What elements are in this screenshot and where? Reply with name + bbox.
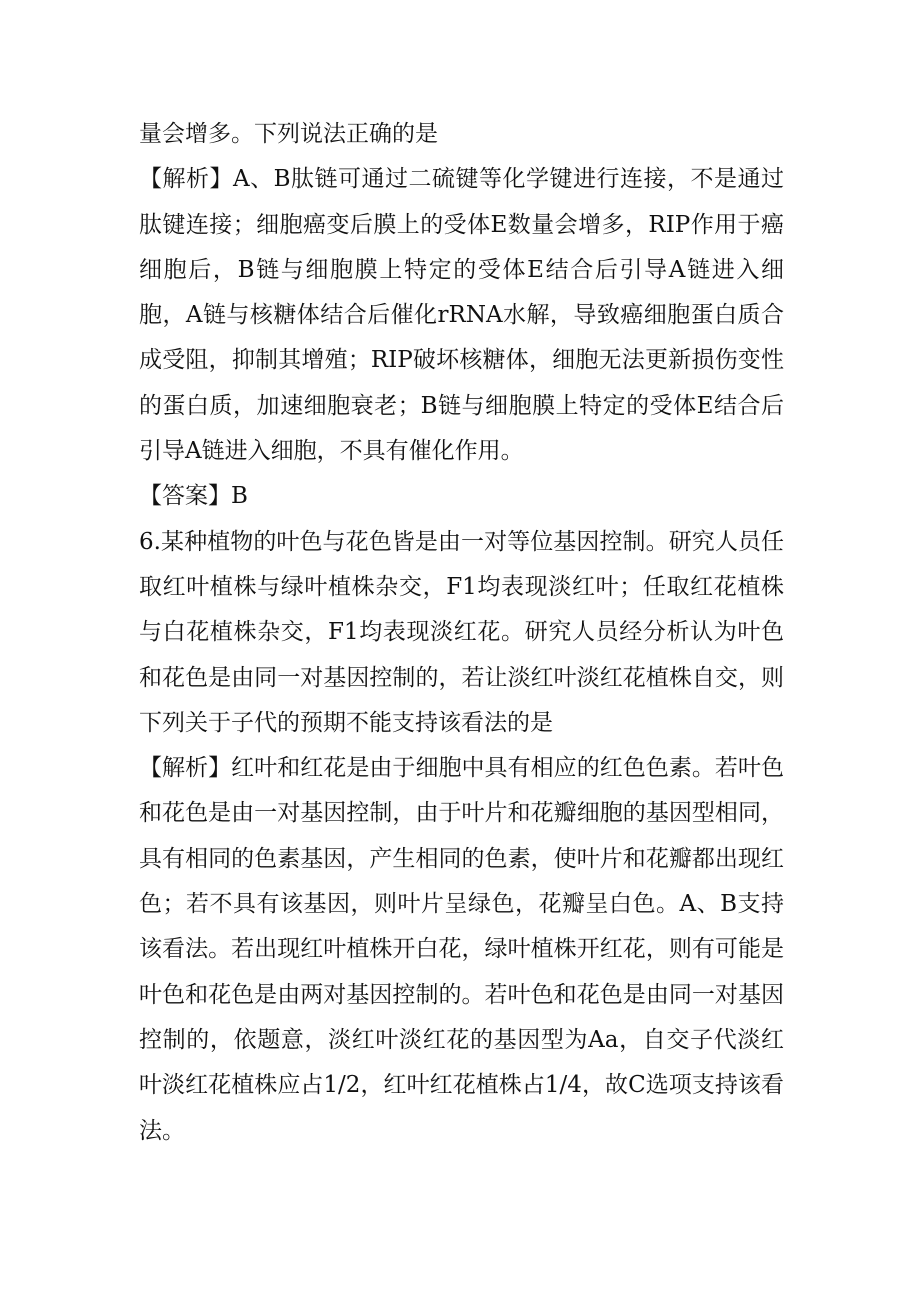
paragraph-analysis-6: 【解析】红叶和红花是由于细胞中具有相应的红色色素。若叶色和花色是由一对基因控制，由于叶片和花瓣细胞的基因型相同，具有相同的色素基因，产生相同的色素，使叶片和花瓣都出现红色；若不具有该基因，则叶片呈绿色，花瓣呈白色。A、B支持该看法。若出现红叶植株开白花，绿叶植株开红花，则有可能是叶色和花色是由两对基因控制的。若叶色和花色是由同一对基因控制的，依题意，淡红叶淡红花的基因型为Aa，自交子代淡红叶淡红花植株应占1/2，红叶红花植株占1/4，故C选项支持该看法。 — [139, 755, 784, 1144]
paragraph-question-5-end: 量会增多。下列说法正确的是 — [139, 121, 438, 147]
paragraph-analysis-5: 【解析】A、B肽链可通过二硫键等化学键进行连接，不是通过肽键连接；细胞癌变后膜上的受体E数量会增多，RIP作用于癌细胞后，B链与细胞膜上特定的受体E结合后引导A链进入细胞，A链与核糖体结合后催化rRNA水解，导致癌细胞蛋白质合成受阻，抑制其增殖；RIP破坏核糖体，细胞无法更新损伤变性的蛋白质，加速细胞衰老；B链与细胞膜上特定的受体E结合后引导A链进入细胞，不具有催化作用。 — [139, 166, 784, 465]
paragraph-answer-5: 【答案】B — [139, 483, 248, 510]
document-body — [139, 112, 784, 1154]
paragraph-question-6: 6.某种植物的叶色与花色皆是由一对等位基因控制。研究人员任取红叶植株与绿叶植株杂交，F1均表现淡红叶；任取红花植株与白花植株杂交，F1均表现淡红花。研究人员经分析认为叶色和花色是由同一对基因控制的，若让淡红叶淡红花植株自交，则下列关于子代的预期不能支持该看法的是 — [139, 528, 784, 736]
